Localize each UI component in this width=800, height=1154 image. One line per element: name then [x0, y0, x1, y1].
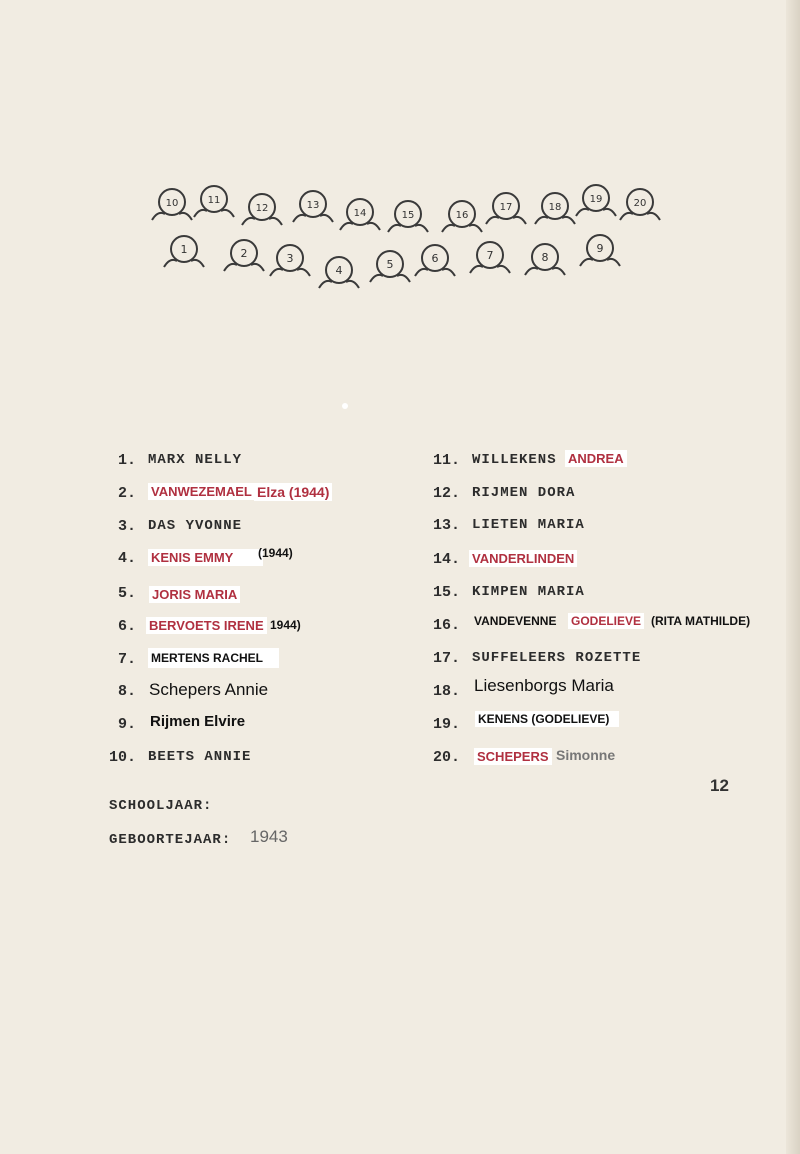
student-firstname: Elza (1944) [254, 483, 332, 501]
list-number: 9. [117, 716, 136, 733]
face-number-label: 14 [353, 208, 367, 219]
face-number-label: 5 [386, 258, 394, 271]
student-face-sketch [620, 189, 660, 220]
student-face-sketch [319, 257, 359, 288]
student-face-sketch [242, 194, 282, 225]
list-number: 7. [117, 651, 136, 668]
face-number-label: 3 [286, 252, 294, 265]
student-name: RIJMEN DORA [472, 485, 576, 501]
student-name: SUFFELEERS ROZETTE [472, 650, 642, 666]
student-surname: WILLEKENS [472, 452, 557, 468]
face-number-label: 8 [541, 251, 549, 264]
list-number: 3. [117, 518, 136, 535]
student-face-sketch [486, 193, 526, 224]
face-number-label: 11 [207, 195, 221, 206]
student-name: Liesenborgs Maria [474, 676, 614, 695]
student-name: DAS YVONNE [148, 518, 243, 534]
list-number: 12. [432, 485, 460, 502]
page-number: 12 [710, 776, 729, 795]
student-face-sketch [194, 186, 234, 217]
student-firstname: ANDREA [565, 450, 627, 467]
student-face-sketch [370, 251, 410, 282]
face-number-label: 2 [240, 247, 248, 260]
face-number-label: 20 [633, 198, 647, 209]
faces-row-front [164, 235, 620, 288]
face-number-label: 7 [486, 249, 494, 262]
face-number-label: 1 [180, 243, 188, 256]
face-number-label: 4 [335, 264, 343, 277]
face-number-label: 17 [499, 202, 513, 213]
list-number: 20. [432, 749, 460, 766]
student-name: VANDERLINDEN [469, 550, 577, 567]
list-number: 19. [432, 716, 460, 733]
face-number-label: 10 [165, 198, 179, 209]
student-surname: SCHEPERS [474, 748, 552, 765]
list-number: 16. [432, 617, 460, 634]
student-name: KIMPEN MARIA [472, 584, 585, 600]
student-face-sketch [340, 199, 380, 230]
face-number-label: 18 [548, 202, 562, 213]
list-number: 18. [432, 683, 460, 700]
student-name: BERVOETS IRENE [146, 617, 267, 634]
paper-speck [342, 403, 348, 409]
student-face-sketch [535, 193, 575, 224]
student-name: MARX NELLY [148, 452, 243, 468]
list-number: 14. [432, 551, 460, 568]
list-number: 2. [117, 485, 136, 502]
face-number-label: 16 [455, 210, 469, 221]
list-number: 10. [108, 749, 136, 766]
geboortejaar-value: 1943 [250, 827, 288, 846]
student-firstname: GODELIEVE [568, 613, 644, 629]
student-face-sketch [224, 240, 264, 271]
list-number: 8. [117, 683, 136, 700]
face-number-label: 9 [596, 242, 604, 255]
face-number-label: 19 [589, 194, 603, 205]
list-number: 13. [432, 517, 460, 534]
birth-year-note: 1944) [270, 618, 301, 632]
list-number: 1. [117, 452, 136, 469]
student-firstname: Simonne [556, 747, 616, 763]
student-face-sketch [293, 191, 333, 222]
list-number: 17. [432, 650, 460, 667]
list-number: 15. [432, 584, 460, 601]
student-name: Rijmen Elvire [150, 713, 246, 730]
student-surname: VANDEVENNE [474, 614, 557, 628]
face-number-label: 6 [431, 252, 439, 265]
student-face-sketch [270, 245, 310, 276]
student-name: KENIS EMMY [148, 549, 263, 566]
student-name: MERTENS RACHEL [148, 648, 279, 668]
student-face-sketch [470, 242, 510, 273]
list-number: 6. [117, 618, 136, 635]
student-surname: VANWEZEMAEL [148, 483, 255, 500]
list-number: 4. [117, 550, 136, 567]
student-face-sketch [576, 185, 616, 216]
student-name: BEETS ANNIE [148, 749, 252, 765]
face-number-label: 13 [306, 200, 320, 211]
face-number-label: 15 [401, 210, 415, 221]
list-number: 5. [117, 585, 136, 602]
student-face-sketch [442, 201, 482, 232]
student-name: KENENS (GODELIEVE) [475, 711, 619, 727]
student-face-sketch [580, 235, 620, 266]
student-name: JORIS MARIA [149, 586, 240, 603]
student-face-sketch [164, 236, 204, 267]
schooljaar-label: SCHOOLJAAR: [109, 798, 213, 814]
student-face-sketch [388, 201, 428, 232]
student-face-sketch [415, 245, 455, 276]
student-face-sketch [525, 244, 565, 275]
student-face-sketch [152, 189, 192, 220]
face-number-label: 12 [255, 203, 269, 214]
student-name: LIETEN MARIA [472, 517, 585, 533]
student-name: Schepers Annie [149, 680, 269, 699]
geboortejaar-label: GEBOORTEJAAR: [109, 832, 232, 848]
faces-row-back [152, 185, 660, 232]
student-extra-names: (RITA MATHILDE) [651, 614, 751, 628]
class-photo-sketch [0, 0, 800, 320]
list-number: 11. [432, 452, 460, 469]
birth-year-note: (1944) [258, 546, 293, 560]
